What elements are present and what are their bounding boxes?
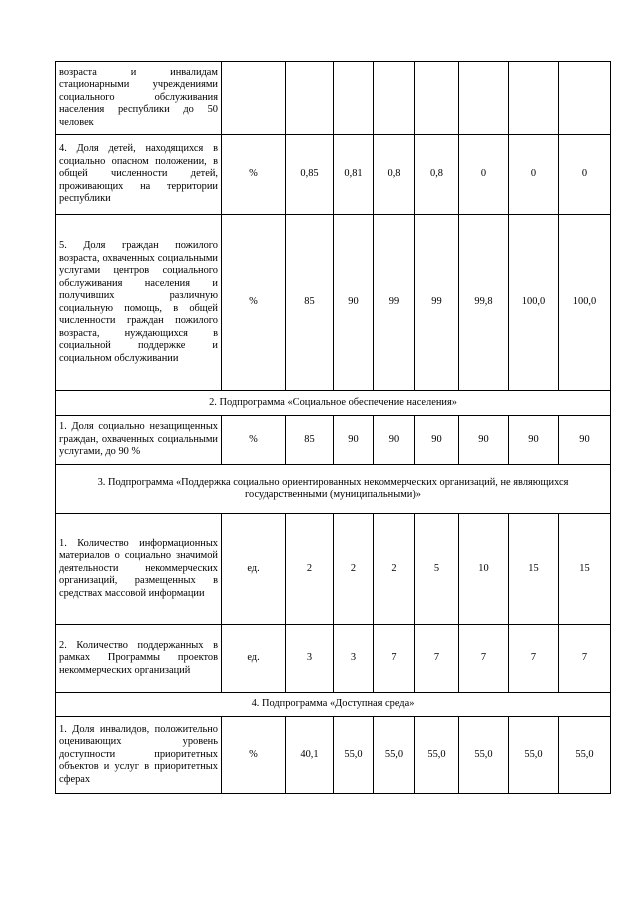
- value-cell: 7: [374, 625, 415, 693]
- value-cell: 0: [459, 135, 509, 215]
- value-cell: 7: [415, 625, 459, 693]
- section-row: [56, 693, 611, 717]
- indicator-name: возраста и инвалидам стационарными учреждениями социального обслуживания населения республики до 50 человек: [56, 62, 222, 135]
- value-cell: 90: [334, 215, 374, 391]
- section-title: 4. Подпрограмма «Доступная среда»: [56, 693, 611, 717]
- indicator-name: 1. Доля инвалидов, положительно оценивающих уровень доступности приоритетных объектов и услуг в приоритетных сферах: [56, 717, 222, 794]
- indicator-name: 1. Доля социально незащищенных граждан, охваченных социальными услугами, до 90 %: [56, 416, 222, 465]
- section-row: [56, 391, 611, 416]
- value-cell: 0: [509, 135, 559, 215]
- value-cell: 85: [286, 215, 334, 391]
- indicator-name: 4. Доля детей, находящихся в социально опасном положении, в общей численности детей, проживающих на территории республики: [56, 135, 222, 215]
- indicators-table: [55, 61, 611, 794]
- value-cell: 7: [509, 625, 559, 693]
- value-cell: 7: [559, 625, 611, 693]
- unit-cell: [222, 62, 286, 135]
- value-cell: 100,0: [559, 215, 611, 391]
- table-row: [56, 215, 611, 391]
- value-cell: 0,81: [334, 135, 374, 215]
- value-cell: 90: [459, 416, 509, 465]
- value-cell: 2: [334, 514, 374, 625]
- value-cell: 99,8: [459, 215, 509, 391]
- value-cell: 90: [509, 416, 559, 465]
- indicator-name: 1. Количество информационных материалов о социально значимой деятельности некоммерческих организаций, размещенных в средствах массовой информации: [56, 514, 222, 625]
- value-cell: 15: [509, 514, 559, 625]
- indicator-name: 2. Количество поддержанных в рамках Программы проектов некоммерческих организаций: [56, 625, 222, 693]
- value-cell: 55,0: [459, 717, 509, 794]
- table-row: [56, 135, 611, 215]
- value-cell: 55,0: [374, 717, 415, 794]
- value-cell: [374, 62, 415, 135]
- unit-cell: ед.: [222, 514, 286, 625]
- value-cell: [509, 62, 559, 135]
- value-cell: 90: [334, 416, 374, 465]
- value-cell: 55,0: [334, 717, 374, 794]
- value-cell: 40,1: [286, 717, 334, 794]
- value-cell: 0,8: [415, 135, 459, 215]
- value-cell: 90: [374, 416, 415, 465]
- unit-cell: %: [222, 416, 286, 465]
- value-cell: 2: [374, 514, 415, 625]
- table-row: [56, 514, 611, 625]
- value-cell: 2: [286, 514, 334, 625]
- value-cell: [415, 62, 459, 135]
- value-cell: 15: [559, 514, 611, 625]
- value-cell: 90: [415, 416, 459, 465]
- table-row: [56, 416, 611, 465]
- section-title: 2. Подпрограмма «Социальное обеспечение населения»: [56, 391, 611, 416]
- value-cell: [286, 62, 334, 135]
- value-cell: 99: [415, 215, 459, 391]
- value-cell: 0,8: [374, 135, 415, 215]
- value-cell: 55,0: [509, 717, 559, 794]
- value-cell: [334, 62, 374, 135]
- table-row: [56, 625, 611, 693]
- indicator-name: 5. Доля граждан пожилого возраста, охваченных социальными услугами центров социального обслуживания населения и получивших различную социальную помощь, в общей численности граждан пожилого возраста, нуждающихся в социальной поддержке и социальном обслуживании: [56, 215, 222, 391]
- unit-cell: %: [222, 717, 286, 794]
- table-row: [56, 62, 611, 135]
- value-cell: 5: [415, 514, 459, 625]
- unit-cell: %: [222, 215, 286, 391]
- value-cell: 3: [286, 625, 334, 693]
- table-row: [56, 717, 611, 794]
- value-cell: 100,0: [509, 215, 559, 391]
- value-cell: [459, 62, 509, 135]
- value-cell: [559, 62, 611, 135]
- unit-cell: ед.: [222, 625, 286, 693]
- section-row: [56, 465, 611, 514]
- value-cell: 0: [559, 135, 611, 215]
- unit-cell: %: [222, 135, 286, 215]
- value-cell: 0,85: [286, 135, 334, 215]
- value-cell: 85: [286, 416, 334, 465]
- value-cell: 99: [374, 215, 415, 391]
- value-cell: 3: [334, 625, 374, 693]
- section-title: 3. Подпрограмма «Поддержка социально ориентированных некоммерческих организаций, не являющихся государственными (муниципальными)»: [56, 465, 611, 514]
- table-body: [56, 62, 611, 794]
- value-cell: 90: [559, 416, 611, 465]
- value-cell: 10: [459, 514, 509, 625]
- value-cell: 7: [459, 625, 509, 693]
- value-cell: 55,0: [559, 717, 611, 794]
- value-cell: 55,0: [415, 717, 459, 794]
